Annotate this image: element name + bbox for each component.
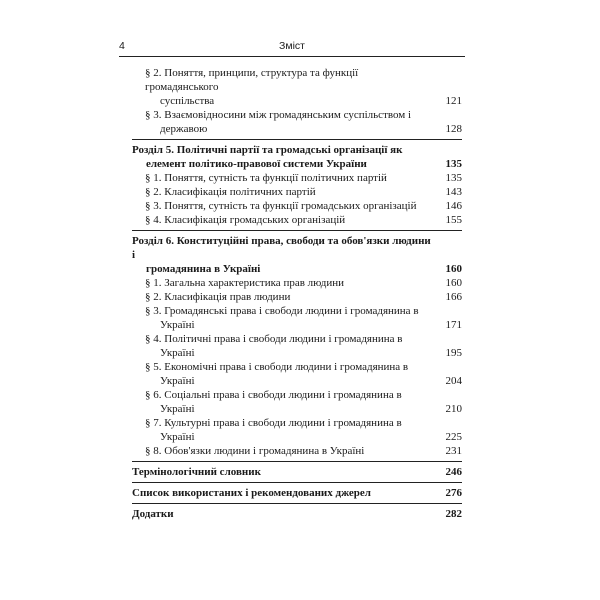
toc-chapter[interactable] bbox=[132, 486, 462, 500]
toc-page-number: 146 bbox=[445, 200, 462, 212]
toc-page-number: 276 bbox=[445, 487, 462, 499]
toc-entry-line2: Україні bbox=[160, 431, 195, 443]
toc-entry-title bbox=[145, 213, 434, 227]
toc-entry-title bbox=[145, 108, 434, 136]
toc-page-number: 246 bbox=[445, 466, 462, 478]
toc-entry-line1: § 7. Культурні права і свободи людини і громадянина в bbox=[145, 417, 402, 429]
toc-page-number: 155 bbox=[445, 214, 462, 226]
section-divider bbox=[132, 230, 462, 231]
toc-entry-line2: елемент політико-правової системи України bbox=[146, 158, 367, 170]
toc-entry-title bbox=[132, 143, 434, 171]
toc-entry-title bbox=[132, 234, 434, 276]
toc-chapter[interactable] bbox=[132, 143, 462, 171]
header-title: Зміст bbox=[279, 40, 305, 52]
toc-entry-title bbox=[145, 66, 434, 108]
toc-entry-line1: § 2. Класифікація прав людини bbox=[145, 291, 291, 303]
toc-entry-title bbox=[145, 171, 434, 185]
toc-section[interactable] bbox=[132, 213, 462, 227]
toc-page-number: 166 bbox=[445, 291, 462, 303]
toc-section[interactable] bbox=[132, 276, 462, 290]
toc-page-number: 121 bbox=[445, 95, 462, 107]
toc-entry-line1: § 3. Взаємовідносини між громадянським суспільством і bbox=[145, 109, 412, 121]
toc-section[interactable] bbox=[132, 66, 462, 108]
toc-chapter[interactable] bbox=[132, 465, 462, 479]
toc-section[interactable] bbox=[132, 199, 462, 213]
toc-entry-line1: § 5. Економічні права і свободи людини і громадянина в bbox=[145, 361, 409, 373]
toc-page-number: 143 bbox=[445, 186, 462, 198]
toc-entry-line2: суспільства bbox=[160, 95, 215, 107]
toc-entry-title bbox=[145, 276, 434, 290]
toc-entry-line1: § 8. Обов'язки людини і громадянина в Україні bbox=[145, 445, 365, 457]
page-header bbox=[119, 36, 465, 57]
toc-page-number: 231 bbox=[445, 445, 462, 457]
toc-entry-line1: § 4. Політичні права і свободи людини і громадянина в bbox=[145, 333, 403, 345]
toc-chapter[interactable] bbox=[132, 507, 462, 521]
toc-entry-line1: Термінологічний словник bbox=[132, 466, 261, 478]
toc-entry-title bbox=[145, 360, 434, 388]
toc-page-number: 128 bbox=[445, 123, 462, 135]
toc-entry-line1: Список використаних і рекомендованих джерел bbox=[132, 487, 371, 499]
toc-entry-line2: громадянина в Україні bbox=[146, 263, 261, 275]
toc-entry-line2: державою bbox=[160, 123, 208, 135]
toc-section[interactable] bbox=[132, 332, 462, 360]
toc-page-number: 160 bbox=[445, 277, 462, 289]
toc-entry-line1: § 3. Громадянські права і свободи людини і громадянина в bbox=[145, 305, 419, 317]
toc-page-number: 160 bbox=[445, 263, 462, 275]
toc-page-number: 204 bbox=[445, 375, 462, 387]
toc-section[interactable] bbox=[132, 290, 462, 304]
toc-entry-line1: Розділ 6. Конституційні права, свободи та обов'язки людини і bbox=[132, 235, 431, 261]
toc-entry-title bbox=[145, 199, 434, 213]
section-divider bbox=[132, 139, 462, 140]
toc-entry-title bbox=[132, 507, 434, 521]
toc-section[interactable] bbox=[132, 388, 462, 416]
toc-entry-title bbox=[145, 304, 434, 332]
toc-entry-line1: Додатки bbox=[132, 508, 174, 520]
toc-entry-title bbox=[145, 290, 434, 304]
toc-entry-line1: Розділ 5. Політичні партії та громадські організації як bbox=[132, 144, 403, 156]
toc-section[interactable] bbox=[132, 171, 462, 185]
toc-entry-line1: § 1. Загальна характеристика прав людини bbox=[145, 277, 345, 289]
toc-entry-title bbox=[145, 332, 434, 360]
toc-entry-line1: § 2. Поняття, принципи, структура та функції громадянського bbox=[145, 67, 359, 93]
toc-section[interactable] bbox=[132, 304, 462, 332]
toc-page-number: 282 bbox=[445, 508, 462, 520]
toc-entry-title bbox=[145, 444, 434, 458]
toc-entry-line1: § 3. Поняття, сутність та функції громадських організацій bbox=[145, 200, 417, 212]
toc-entry-line1: § 1. Поняття, сутність та функції політичних партій bbox=[145, 172, 387, 184]
toc-entry-line2: Україні bbox=[160, 347, 195, 359]
toc-page-number: 135 bbox=[445, 172, 462, 184]
section-divider bbox=[132, 503, 462, 504]
toc-entry-line2: Україні bbox=[160, 375, 195, 387]
toc-section[interactable] bbox=[132, 360, 462, 388]
toc-section[interactable] bbox=[132, 108, 462, 136]
toc-entry-line2: Україні bbox=[160, 319, 195, 331]
toc-chapter[interactable] bbox=[132, 234, 462, 276]
toc-section[interactable] bbox=[132, 444, 462, 458]
toc-section[interactable] bbox=[132, 185, 462, 199]
toc-entry-title bbox=[145, 416, 434, 444]
toc-page-number: 225 bbox=[445, 431, 462, 443]
toc-page-number: 171 bbox=[445, 319, 462, 331]
toc-entry-title bbox=[132, 486, 434, 500]
toc-entry-title bbox=[145, 388, 434, 416]
toc-section[interactable] bbox=[132, 416, 462, 444]
toc-entry-line1: § 6. Соціальні права і свободи людини і громадянина в bbox=[145, 389, 402, 401]
toc-entry-title bbox=[145, 185, 434, 199]
toc-page-number: 195 bbox=[445, 347, 462, 359]
toc-entry-title bbox=[132, 465, 434, 479]
section-divider bbox=[132, 482, 462, 483]
toc-entry-line1: § 2. Класифікація політичних партій bbox=[145, 186, 316, 198]
toc-entry-line2: Україні bbox=[160, 403, 195, 415]
toc-entry-line1: § 4. Класифікація громадських організацій bbox=[145, 214, 346, 226]
page-number: 4 bbox=[119, 40, 125, 52]
toc-page-number: 135 bbox=[445, 158, 462, 170]
section-divider bbox=[132, 461, 462, 462]
toc-page-number: 210 bbox=[445, 403, 462, 415]
table-of-contents bbox=[132, 66, 462, 521]
